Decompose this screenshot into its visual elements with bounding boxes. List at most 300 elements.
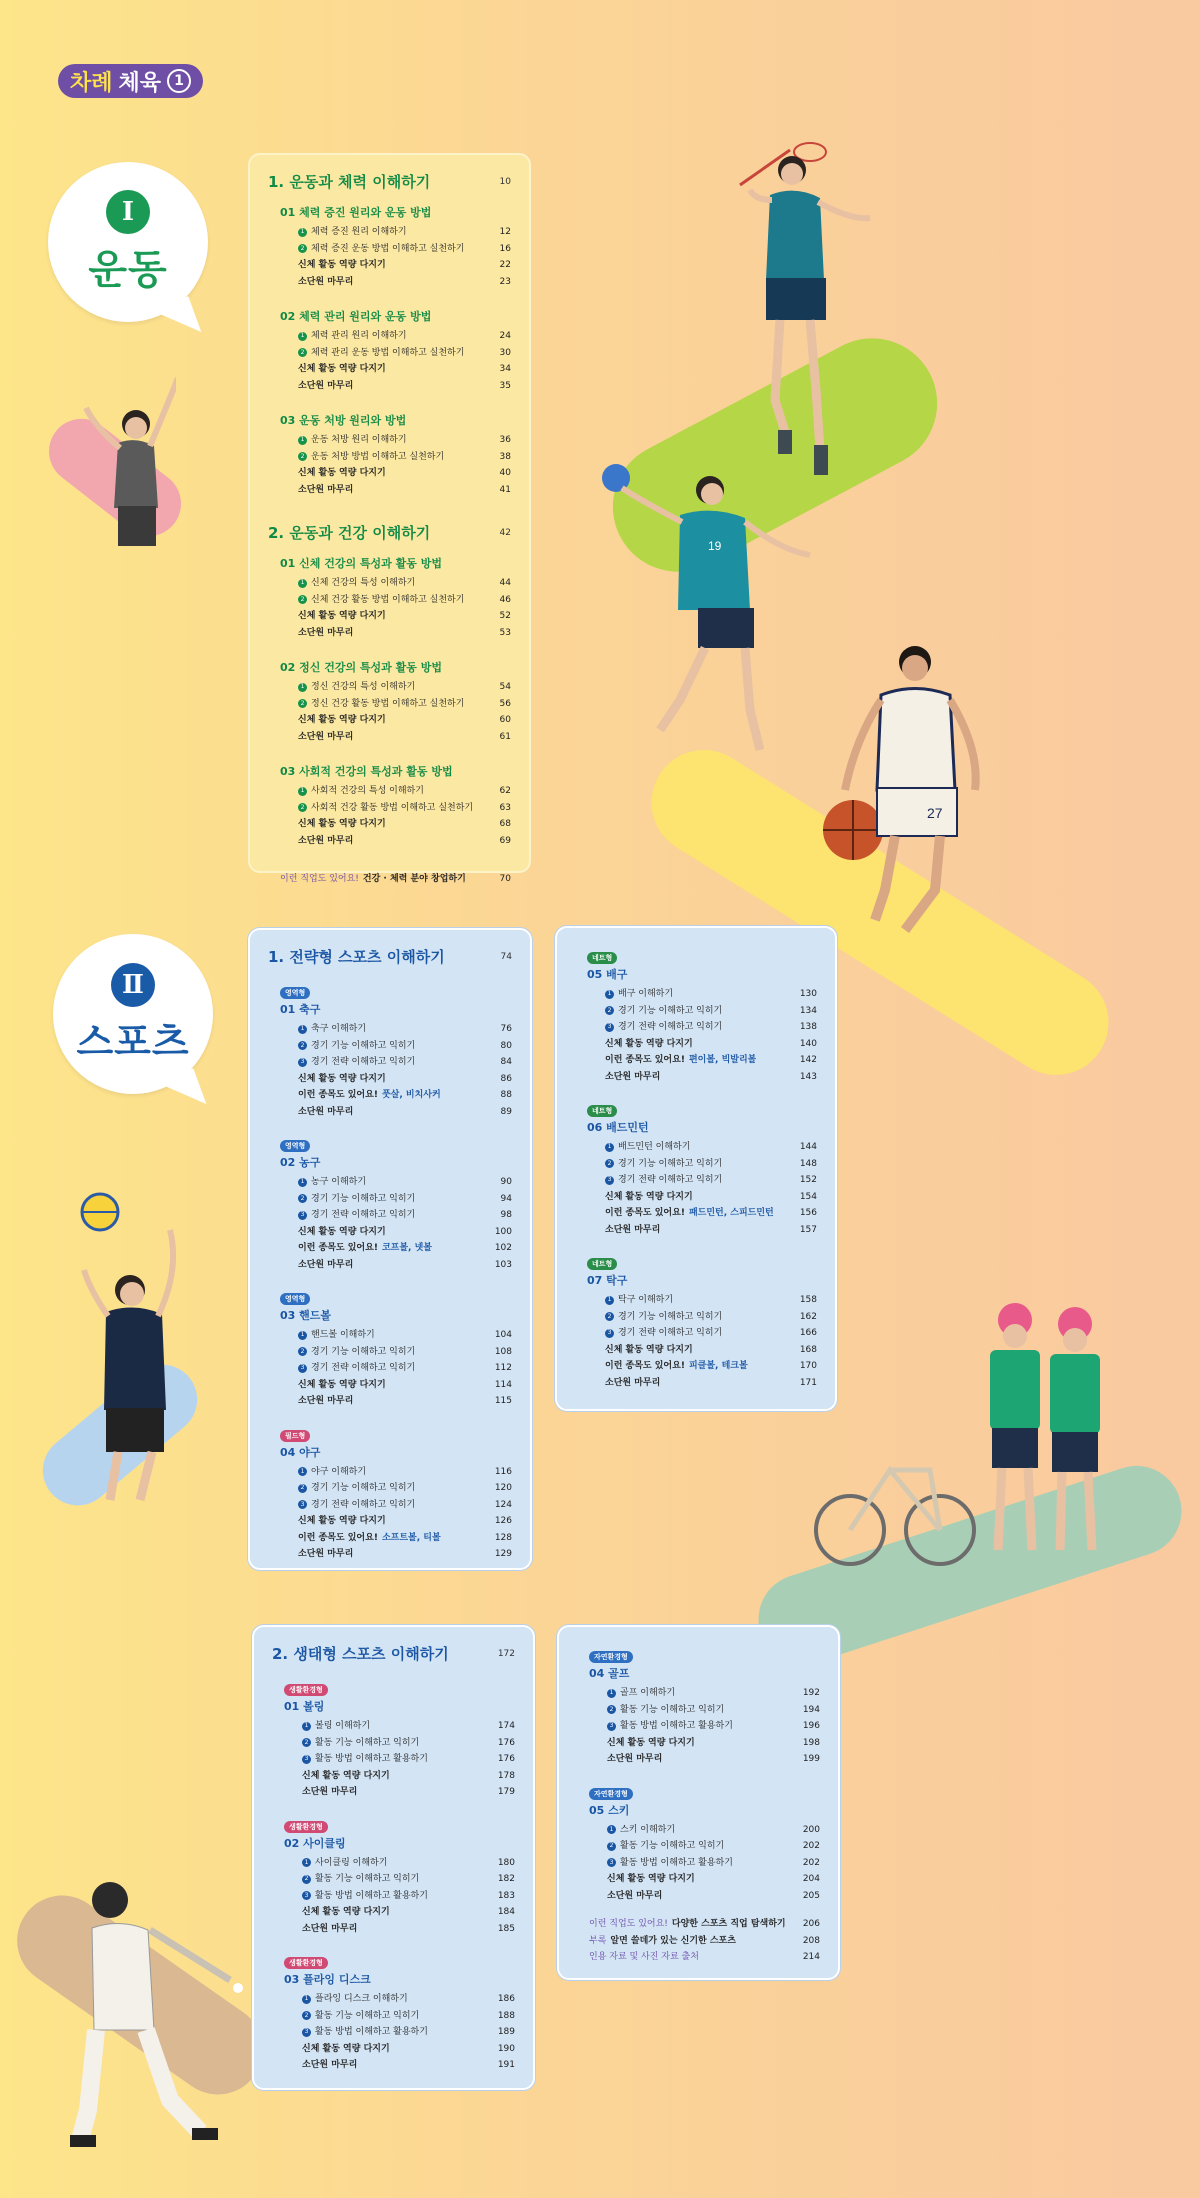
toc-entry-page: 120 — [494, 1483, 512, 1493]
toc-entry[interactable] — [268, 1087, 512, 1104]
toc-entry[interactable] — [575, 1003, 817, 1020]
toc-entry-label — [298, 696, 464, 713]
toc-entry-page: 103 — [494, 1259, 512, 1270]
number-circle-icon: 1 — [298, 436, 307, 445]
toc-entry-label — [298, 482, 353, 499]
toc-entry-extra[interactable] — [577, 1949, 820, 1966]
toc-entry-label — [605, 1292, 673, 1309]
toc-entry[interactable] — [577, 1735, 820, 1752]
toc-entry-highlight: 피클볼, 테크볼 — [688, 1361, 748, 1371]
number-circle-icon: 2 — [298, 1041, 307, 1050]
section-title[interactable] — [268, 522, 511, 543]
toc-entry-page: 104 — [494, 1330, 512, 1340]
toc-entry[interactable] — [268, 1360, 512, 1377]
toc-entry[interactable] — [272, 1888, 515, 1905]
toc-entry[interactable] — [268, 378, 511, 395]
chapter-title[interactable]: 02 사이클링 — [284, 1836, 346, 1850]
toc-entry-page: 206 — [802, 1919, 820, 1929]
spacer — [575, 1085, 817, 1097]
toc-entry[interactable] — [268, 1207, 512, 1224]
toc-entry[interactable] — [268, 679, 511, 696]
toc-entry-label — [605, 1342, 693, 1359]
spacer — [268, 498, 511, 506]
toc-entry[interactable] — [575, 1358, 817, 1375]
toc-entry-label — [605, 986, 673, 1003]
toc-entry[interactable] — [268, 833, 511, 850]
toc-entry[interactable] — [272, 1855, 515, 1872]
toc-entry-job[interactable] — [268, 871, 511, 888]
unit-1-bubble — [48, 162, 208, 322]
toc-entry-label — [607, 1718, 733, 1735]
spacer — [272, 2074, 515, 2086]
toc-entry-highlight: 풋살, 비치사커 — [381, 1090, 441, 1100]
category-badge: 영역형 — [280, 1293, 310, 1305]
toc-entry-text: 신체 활동 역량 다지기 — [298, 715, 386, 725]
toc-entry-label — [298, 345, 464, 362]
chapter-title[interactable]: 07 탁구 — [587, 1274, 628, 1287]
spacer — [577, 1768, 820, 1780]
number-circle-icon: 3 — [302, 1891, 311, 1900]
chapter-title[interactable]: 01 신체 건강의 특성과 활동 방법 — [280, 557, 442, 570]
toc-entry[interactable] — [268, 1546, 512, 1563]
toc-entry-label — [298, 1464, 366, 1481]
toc-entry-label — [298, 592, 464, 609]
toc-entry[interactable] — [268, 1480, 512, 1497]
toc-entry-page: 189 — [497, 2027, 515, 2037]
section-title-text: 2. 생태형 스포츠 이해하기 — [272, 1645, 449, 1663]
chapter-title[interactable]: 04 야구 — [280, 1445, 321, 1459]
toc-entry-page: 202 — [802, 1857, 820, 1868]
toc-entry-text: 볼링 이해하기 — [315, 1721, 371, 1731]
toc-entry[interactable] — [268, 465, 511, 482]
toc-entry[interactable] — [272, 1751, 515, 1768]
spacer — [268, 745, 511, 753]
toc-entry-text: 활동 기능 이해하고 익히기 — [315, 1874, 420, 1884]
toc-entry[interactable] — [268, 712, 511, 729]
athlete-stretching-image — [66, 368, 176, 548]
toc-entry-text: 소단원 마무리 — [298, 1259, 354, 1270]
badge-wrap — [272, 1813, 515, 1835]
toc-entry-page: 69 — [499, 835, 511, 846]
toc-entry-label — [605, 1052, 756, 1069]
toc-panel-strategic-sports-1 — [248, 928, 532, 1570]
toc-entry-page: 178 — [497, 1770, 515, 1781]
toc-entry[interactable] — [268, 1174, 512, 1191]
toc-entry[interactable] — [577, 1822, 820, 1839]
toc-entry-label — [298, 1191, 415, 1208]
toc-entry[interactable] — [268, 1464, 512, 1481]
toc-entry-text: 활동 기능 이해하고 익히기 — [315, 2010, 420, 2021]
number-circle-icon: 1 — [298, 1025, 307, 1034]
toc-entry-label — [298, 224, 407, 241]
toc-entry-page: 186 — [497, 1994, 515, 2004]
toc-entry[interactable] — [272, 1991, 515, 2008]
toc-entry-label — [302, 1991, 408, 2008]
toc-entry-page: 23 — [499, 276, 511, 287]
toc-entry-text: 활동 기능 이해하고 익히기 — [315, 1737, 420, 1748]
toc-entry[interactable] — [575, 986, 817, 1003]
toc-entry[interactable] — [268, 1530, 512, 1547]
toc-entry-label — [298, 449, 444, 466]
toc-entry-page: 94 — [500, 1193, 512, 1204]
toc-entry[interactable] — [577, 1888, 820, 1905]
toc-entry-text: 경기 전략 이해하고 익히기 — [311, 1499, 416, 1510]
toc-entry-text: 경기 전략 이해하고 익히기 — [618, 1328, 723, 1338]
toc-entry-label — [298, 575, 415, 592]
toc-entry[interactable] — [272, 1921, 515, 1938]
toc-entry[interactable] — [575, 1342, 817, 1359]
number-circle-icon: 1 — [298, 683, 307, 692]
toc-entry-text: 경기 기능 이해하고 익히기 — [618, 1158, 723, 1169]
toc-entry-text: 신체 활동 역량 다지기 — [302, 1907, 390, 1917]
number-circle-icon: 2 — [298, 244, 307, 253]
toc-entry-text: 신체 활동 역량 다지기 — [298, 611, 386, 621]
toc-entry[interactable] — [268, 696, 511, 713]
toc-entry[interactable] — [575, 1309, 817, 1326]
toc-entry[interactable] — [272, 1784, 515, 1801]
toc-entry[interactable] — [268, 1104, 512, 1121]
number-circle-icon: 1 — [605, 1143, 614, 1152]
toc-entry[interactable] — [268, 432, 511, 449]
toc-entry-text: 신체 활동 역량 다지기 — [298, 468, 386, 478]
toc-entry[interactable] — [268, 1240, 512, 1257]
toc-entry-text: 활동 방법 이해하고 활용하기 — [315, 1890, 428, 1901]
toc-entry-page: 158 — [799, 1295, 817, 1305]
toc-entry-label — [298, 712, 386, 729]
section-title[interactable] — [272, 1643, 515, 1664]
toc-entry[interactable] — [268, 1038, 512, 1055]
toc-entry-label — [298, 1021, 366, 1038]
chapter-title[interactable]: 02 체력 관리 원리와 운동 방법 — [280, 310, 432, 323]
toc-entry-label — [605, 1172, 722, 1189]
header-volume-number: 1 — [167, 69, 191, 93]
number-circle-icon: 1 — [302, 1722, 311, 1731]
toc-entry[interactable] — [268, 241, 511, 258]
toc-entry[interactable] — [575, 1292, 817, 1309]
toc-entry-page: 98 — [500, 1210, 512, 1220]
toc-entry-label — [605, 1325, 722, 1342]
toc-entry-label — [298, 241, 464, 258]
number-circle-icon: 2 — [298, 1194, 307, 1203]
toc-entry-page: 41 — [499, 484, 511, 495]
toc-entry-page: 168 — [799, 1344, 817, 1355]
number-circle-icon: 1 — [298, 787, 307, 796]
toc-entry-text: 신체 활동 역량 다지기 — [302, 1770, 390, 1781]
toc-entry-text: 신체 건강 활동 방법 이해하고 실천하기 — [311, 594, 465, 605]
toc-entry-text: 이런 종목도 있어요! — [605, 1208, 685, 1218]
toc-entry[interactable] — [272, 1768, 515, 1785]
toc-entry-page: 22 — [499, 260, 511, 270]
number-circle-icon: 1 — [298, 1467, 307, 1476]
toc-entry-page: 166 — [799, 1328, 817, 1338]
chapter-title[interactable]: 01 체력 증진 원리와 운동 방법 — [280, 206, 432, 219]
toc-entry-text: 소단원 마무리 — [298, 1396, 354, 1406]
toc-entry[interactable] — [268, 1513, 512, 1530]
toc-entry[interactable] — [577, 1702, 820, 1719]
toc-entry-label — [605, 1003, 722, 1020]
number-circle-icon: 2 — [302, 2011, 311, 2020]
toc-entry-text: 소단원 마무리 — [605, 1224, 661, 1235]
toc-entry-page: 114 — [494, 1379, 512, 1390]
toc-entry-label — [298, 432, 407, 449]
chapter-title[interactable]: 03 플라잉 디스크 — [284, 1973, 371, 1986]
toc-entry[interactable] — [268, 1393, 512, 1410]
toc-entry-label — [607, 1888, 662, 1905]
toc-panel-strategic-sports-2 — [555, 926, 837, 1411]
chapter-title[interactable]: 03 사회적 건강의 특성과 활동 방법 — [280, 765, 453, 778]
toc-entry-label — [605, 1205, 774, 1222]
toc-entry-label — [298, 729, 353, 746]
toc-entry-page: 162 — [799, 1311, 817, 1322]
toc-entry-text: 이런 종목도 있어요! — [605, 1361, 685, 1371]
toc-entry-label — [298, 1327, 375, 1344]
category-badge: 영역형 — [280, 1140, 310, 1152]
toc-entry-text: 신체 활동 역량 다지기 — [605, 1191, 693, 1202]
toc-entry[interactable] — [577, 1855, 820, 1872]
toc-entry[interactable] — [575, 1325, 817, 1342]
toc-entry-label — [298, 378, 353, 395]
toc-entry-text: 활동 기능 이해하고 익히기 — [620, 1841, 725, 1851]
toc-entry-label — [302, 1904, 390, 1921]
unit-2-name: 스포츠 — [76, 1019, 190, 1064]
badge-wrap — [268, 979, 512, 1001]
toc-entry-label — [605, 1222, 660, 1239]
toc-entry[interactable] — [268, 783, 511, 800]
toc-entry[interactable] — [268, 1344, 512, 1361]
toc-entry-page: 129 — [494, 1549, 512, 1559]
chapter-title[interactable]: 01 볼링 — [284, 1700, 325, 1713]
chapter-title[interactable]: 04 골프 — [589, 1667, 630, 1680]
toc-entry-label — [302, 2024, 428, 2041]
toc-entry[interactable] — [268, 1327, 512, 1344]
toc-entry[interactable] — [268, 482, 511, 499]
toc-entry[interactable] — [575, 1189, 817, 1206]
contents-header — [58, 64, 203, 98]
toc-entry[interactable] — [272, 2024, 515, 2041]
cyclists-image — [810, 1300, 1170, 1600]
toc-entry-text: 축구 이해하기 — [311, 1024, 367, 1034]
toc-entry-text: 운동 처방 원리 이해하기 — [311, 435, 407, 445]
toc-entry-text: 경기 기능 이해하고 익히기 — [311, 1040, 416, 1051]
job-title: 건강 · 체력 분야 창업하기 — [362, 874, 466, 884]
toc-entry-page: 144 — [799, 1142, 817, 1152]
toc-entry-text: 소단원 마무리 — [298, 627, 354, 638]
number-circle-icon: 1 — [298, 228, 307, 237]
toc-entry[interactable] — [268, 729, 511, 746]
toc-entry[interactable] — [268, 274, 511, 291]
spacer — [268, 641, 511, 649]
toc-entry[interactable] — [268, 1021, 512, 1038]
toc-entry-text: 신체 활동 역량 다지기 — [605, 1344, 693, 1355]
chapter-title[interactable]: 06 배드민턴 — [587, 1121, 649, 1134]
toc-entry-label — [298, 274, 353, 291]
toc-entry[interactable] — [577, 1838, 820, 1855]
toc-entry-page: 102 — [494, 1243, 512, 1253]
toc-entry[interactable] — [268, 1191, 512, 1208]
toc-entry-label — [298, 1207, 415, 1224]
badge-wrap — [575, 944, 817, 966]
section-title[interactable] — [268, 171, 511, 192]
toc-entry-label — [605, 1375, 660, 1392]
header-contents-label: 차례 — [70, 70, 113, 96]
toc-entry-text: 소단원 마무리 — [302, 1923, 358, 1934]
job-label: 이런 직업도 있어요! — [280, 874, 359, 884]
toc-entry[interactable] — [268, 224, 511, 241]
toc-entry-page: 157 — [799, 1224, 817, 1235]
toc-entry[interactable] — [268, 345, 511, 362]
toc-entry[interactable] — [268, 592, 511, 609]
toc-entry-page: 171 — [799, 1377, 817, 1388]
toc-entry[interactable] — [575, 1139, 817, 1156]
toc-entry-text: 경기 기능 이해하고 익히기 — [311, 1193, 416, 1204]
toc-entry-page: 34 — [499, 364, 511, 374]
category-badge: 자연환경형 — [589, 1651, 633, 1663]
toc-entry[interactable] — [268, 449, 511, 466]
toc-entry-page: 156 — [799, 1208, 817, 1218]
toc-entry[interactable] — [272, 1871, 515, 1888]
toc-entry-page: 180 — [497, 1857, 515, 1868]
toc-entry[interactable] — [268, 608, 511, 625]
toc-entry-text: 경기 전략 이해하고 익히기 — [618, 1022, 723, 1032]
toc-entry[interactable] — [268, 1224, 512, 1241]
toc-entry-label — [298, 1054, 415, 1071]
toc-entry-page: 90 — [500, 1177, 512, 1187]
toc-entry-page: 30 — [499, 347, 511, 358]
toc-entry[interactable] — [268, 1054, 512, 1071]
toc-entry[interactable] — [577, 1871, 820, 1888]
toc-entry-page: 89 — [500, 1106, 512, 1117]
toc-entry-text: 사회적 건강의 특성 이해하기 — [311, 786, 424, 796]
toc-panel-ecological-sports-2 — [557, 1625, 840, 1980]
toc-entry[interactable] — [272, 2057, 515, 2074]
toc-entry-page: 24 — [499, 331, 511, 341]
spacer — [272, 1801, 515, 1813]
chapter-title[interactable]: 01 축구 — [280, 1003, 321, 1016]
toc-entry[interactable] — [577, 1718, 820, 1735]
toc-entry-extra[interactable] — [577, 1933, 820, 1950]
svg-text:27: 27 — [927, 805, 943, 821]
toc-entry[interactable] — [272, 2008, 515, 2025]
number-circle-icon: 1 — [302, 1858, 311, 1867]
section-page-number: 10 — [499, 176, 511, 187]
toc-entry-text: 신체 활동 역량 다지기 — [298, 819, 386, 829]
badge-wrap — [577, 1780, 820, 1802]
toc-entry-text: 이런 종목도 있어요! — [298, 1090, 378, 1100]
toc-entry-text: 정신 건강 활동 방법 이해하고 실천하기 — [311, 698, 465, 709]
toc-entry-label — [298, 1104, 353, 1121]
chapter-title[interactable]: 03 운동 처방 원리와 방법 — [280, 414, 407, 427]
number-circle-icon: 2 — [298, 1484, 307, 1493]
section-page-number: 42 — [499, 527, 511, 538]
category-badge: 생활환경형 — [284, 1684, 328, 1696]
number-circle-icon: 3 — [298, 1058, 307, 1067]
number-circle-icon: 2 — [605, 1159, 614, 1168]
toc-entry[interactable] — [268, 1257, 512, 1274]
toc-entry-page: 202 — [802, 1841, 820, 1851]
toc-entry-label — [302, 1718, 370, 1735]
toc-entry[interactable] — [577, 1751, 820, 1768]
toc-entry-text: 경기 전략 이해하고 익히기 — [311, 1057, 416, 1067]
section-page-number: 172 — [497, 1648, 515, 1659]
toc-entry-label — [607, 1685, 675, 1702]
chapter-title[interactable]: 02 정신 건강의 특성과 활동 방법 — [280, 661, 442, 674]
toc-entry[interactable] — [272, 1904, 515, 1921]
number-circle-icon: 1 — [298, 1331, 307, 1340]
chapter-title[interactable]: 02 농구 — [280, 1156, 321, 1169]
toc-entry[interactable] — [268, 1497, 512, 1514]
toc-entry[interactable] — [272, 2041, 515, 2058]
toc-entry[interactable] — [268, 625, 511, 642]
category-badge: 생활환경형 — [284, 1821, 328, 1833]
toc-entry-text: 경기 전략 이해하고 익히기 — [311, 1210, 416, 1220]
toc-entry-extra[interactable] — [577, 1916, 820, 1933]
chapter-title[interactable]: 03 핸드볼 — [280, 1309, 332, 1322]
chapter-title[interactable]: 05 스키 — [589, 1803, 630, 1817]
number-circle-icon: 3 — [298, 1500, 307, 1509]
toc-entry[interactable] — [268, 1377, 512, 1394]
toc-entry[interactable] — [575, 1205, 817, 1222]
toc-entry-text: 탁구 이해하기 — [618, 1295, 674, 1305]
toc-entry[interactable] — [575, 1019, 817, 1036]
chapter-title[interactable]: 05 배구 — [587, 968, 628, 981]
toc-entry-label — [302, 2057, 357, 2074]
toc-entry[interactable] — [272, 1718, 515, 1735]
toc-entry-label — [298, 1224, 386, 1241]
toc-entry-label — [298, 816, 386, 833]
toc-entry-highlight: 코프볼, 넷볼 — [381, 1243, 432, 1253]
toc-entry[interactable] — [268, 257, 511, 274]
number-circle-icon: 2 — [607, 1705, 616, 1714]
toc-entry-text: 소단원 마무리 — [298, 835, 354, 846]
toc-entry[interactable] — [268, 361, 511, 378]
toc-entry-text: 체력 증진 원리 이해하기 — [311, 227, 407, 237]
toc-entry[interactable] — [575, 1375, 817, 1392]
toc-entry-label — [298, 1480, 415, 1497]
number-circle-icon: 1 — [298, 332, 307, 341]
toc-entry-page: 179 — [497, 1787, 515, 1797]
toc-entry[interactable] — [268, 575, 511, 592]
toc-entry[interactable] — [272, 1735, 515, 1752]
toc-entry-page: 60 — [499, 715, 511, 725]
toc-entry[interactable] — [575, 1156, 817, 1173]
badge-wrap — [577, 1643, 820, 1665]
toc-entry[interactable] — [268, 1071, 512, 1088]
toc-entry[interactable] — [268, 816, 511, 833]
toc-entry-label — [605, 1069, 660, 1086]
toc-entry[interactable] — [575, 1069, 817, 1086]
toc-entry-text: 체력 관리 운동 방법 이해하고 실천하기 — [311, 347, 465, 358]
toc-entry[interactable] — [575, 1036, 817, 1053]
toc-entry[interactable] — [268, 800, 511, 817]
toc-entry-label — [302, 1888, 428, 1905]
number-circle-icon: 2 — [298, 803, 307, 812]
toc-entry-text: 사회적 건강 활동 방법 이해하고 실천하기 — [311, 802, 474, 813]
toc-entry[interactable] — [575, 1052, 817, 1069]
toc-entry-page: 154 — [799, 1191, 817, 1202]
toc-entry[interactable] — [268, 328, 511, 345]
section-title[interactable] — [268, 946, 512, 967]
toc-entry[interactable] — [577, 1685, 820, 1702]
extra-label: 이런 직업도 있어요! — [589, 1919, 668, 1929]
toc-entry[interactable] — [575, 1222, 817, 1239]
toc-entry-text: 정신 건강의 특성 이해하기 — [311, 682, 416, 692]
toc-entry-page: 199 — [802, 1754, 820, 1764]
number-circle-icon: 2 — [298, 348, 307, 357]
toc-entry[interactable] — [575, 1172, 817, 1189]
badge-wrap — [575, 1097, 817, 1119]
toc-entry-page: 214 — [802, 1952, 820, 1962]
toc-entry-text: 소단원 마무리 — [605, 1377, 661, 1388]
